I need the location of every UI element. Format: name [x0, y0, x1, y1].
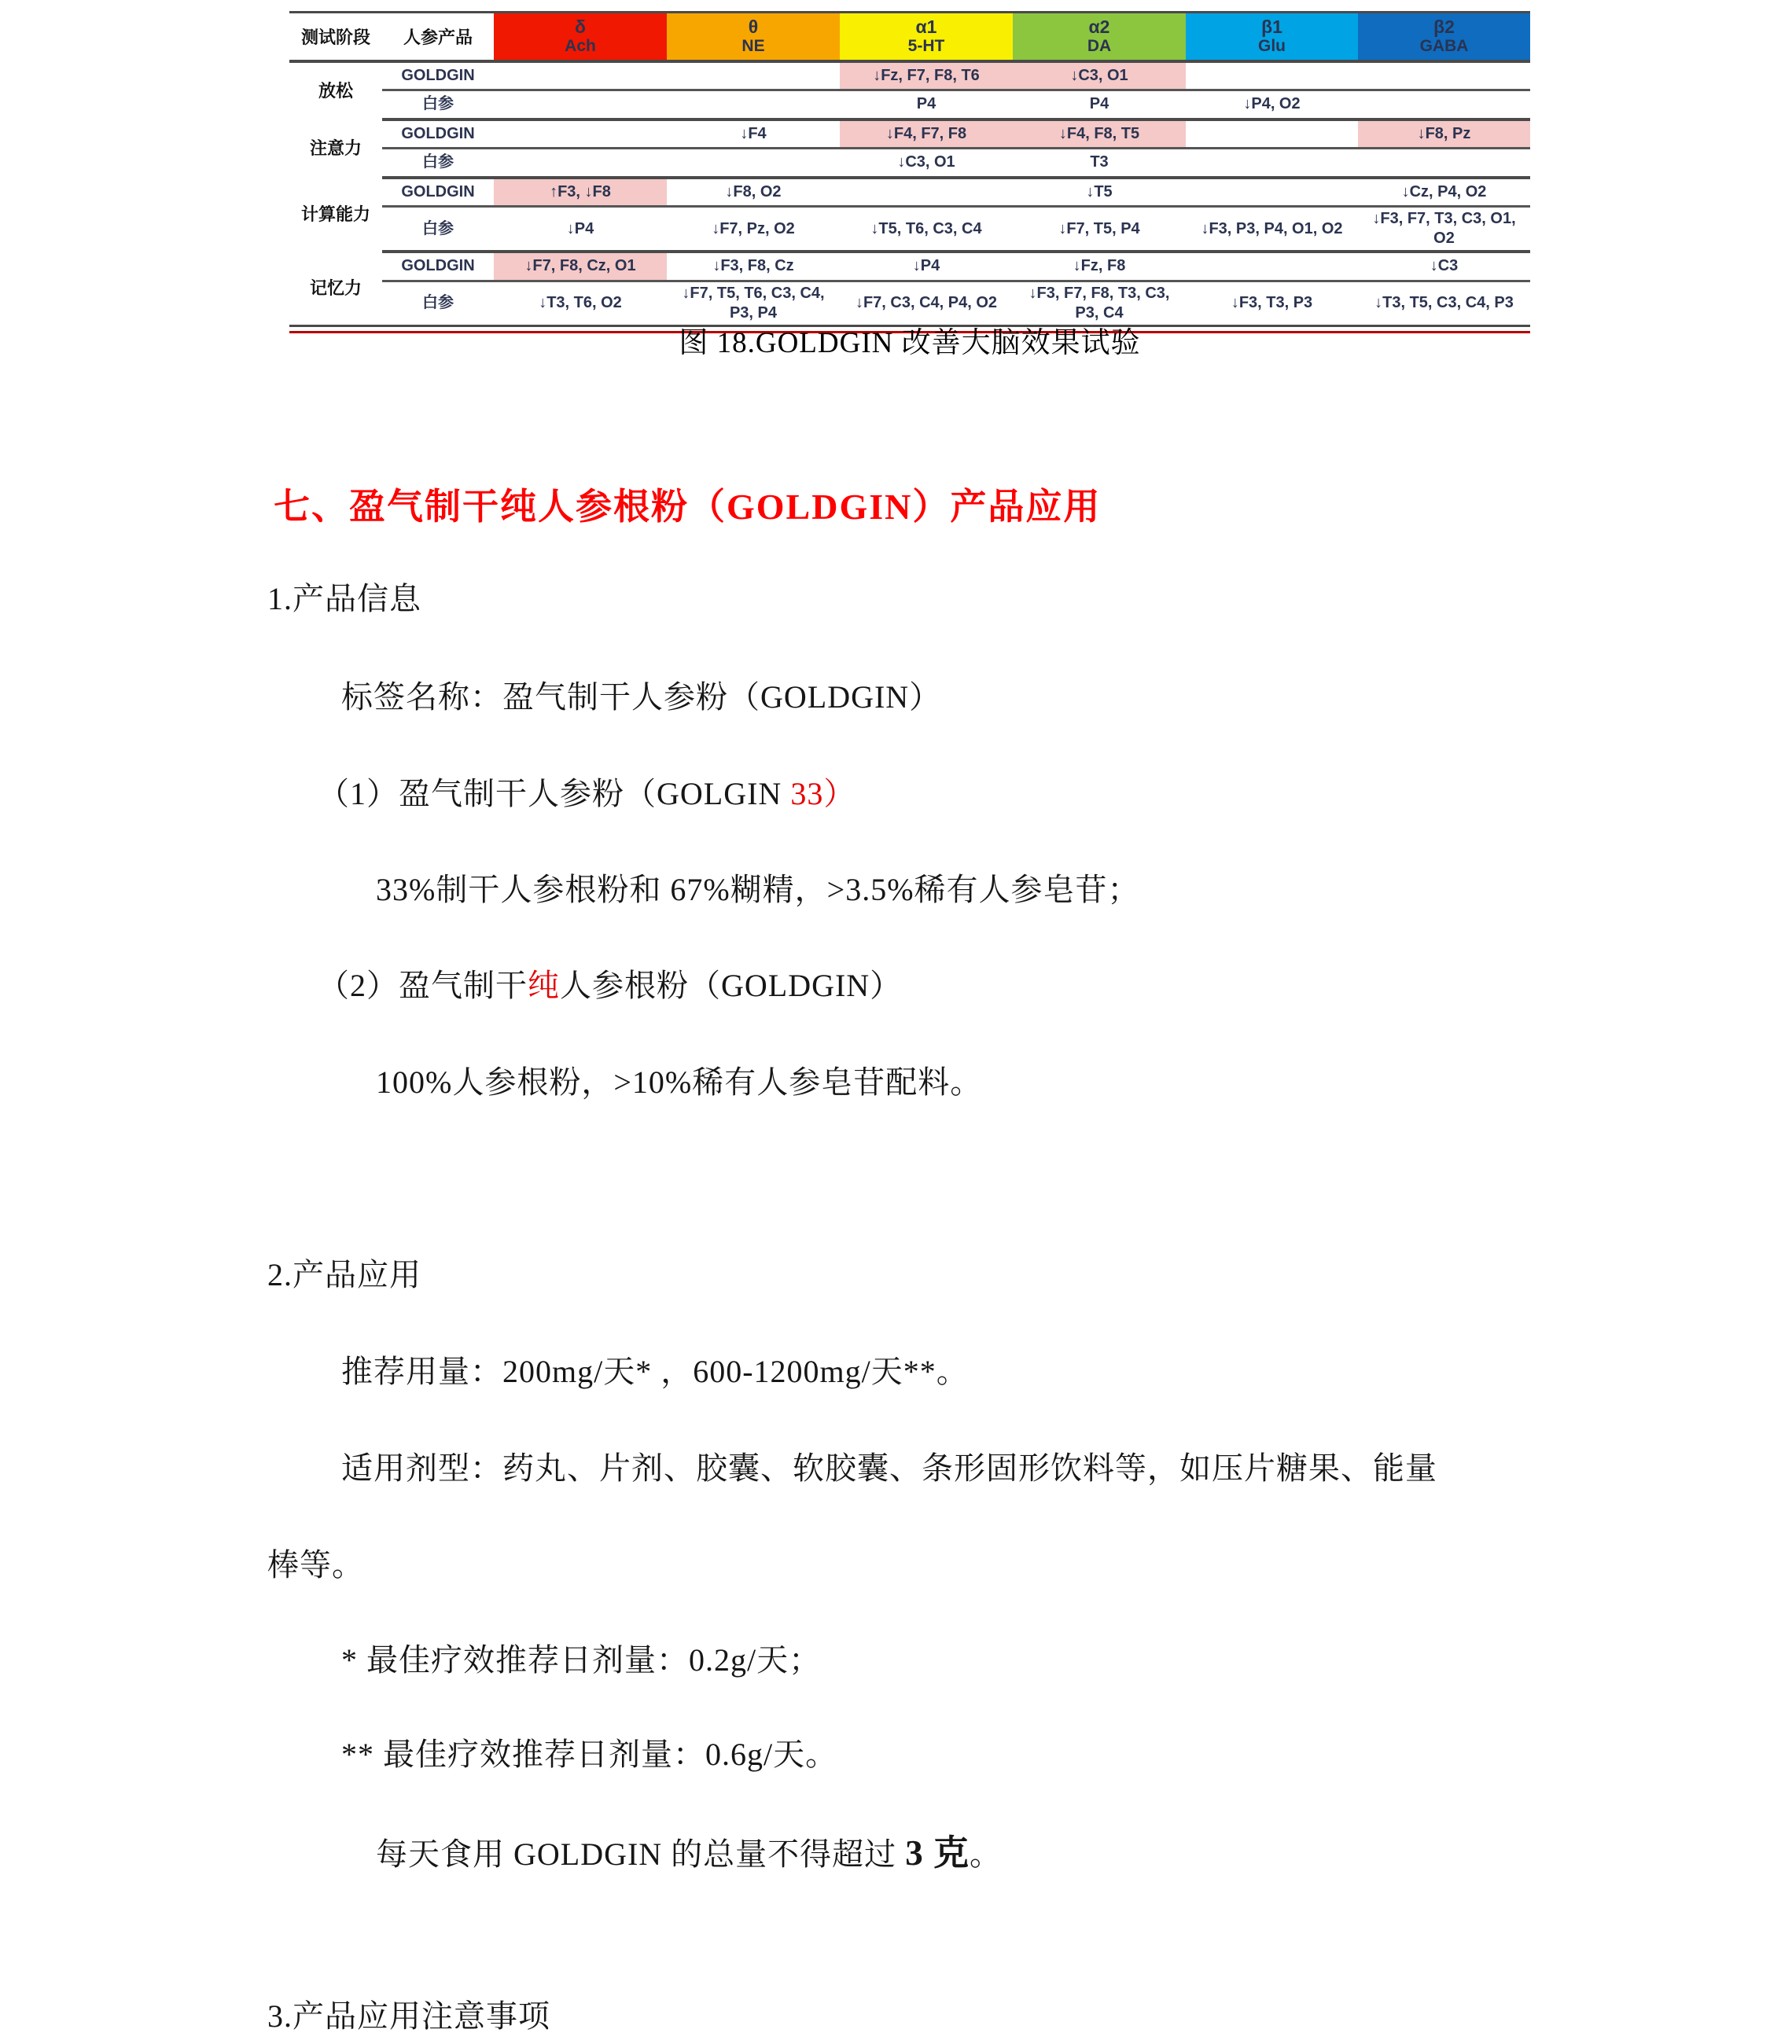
- product-item-1-red-text: 33）: [790, 776, 856, 811]
- data-cell: ↓F8, Pz: [1358, 119, 1530, 149]
- table-row: [289, 207, 1530, 252]
- data-cell: [667, 149, 840, 178]
- data-cell: ↓F3, F7, F8, T3, C3, P3, C4: [1028, 284, 1170, 322]
- transmitter-label: 5-HT: [907, 37, 945, 56]
- table-row: [289, 149, 1530, 178]
- stage-cell: 计算能力: [300, 204, 370, 224]
- band-label: β1: [1261, 16, 1282, 37]
- forms-line-2: 棒等。: [267, 1547, 364, 1583]
- band-label: θ: [748, 16, 759, 37]
- data-cell: ↓F7, T5, P4: [1013, 207, 1186, 252]
- data-cell: [667, 90, 840, 119]
- product-item-2: [318, 961, 902, 1005]
- data-cell: [494, 90, 667, 119]
- data-cell: [1358, 90, 1530, 119]
- data-cell: P4: [1013, 90, 1186, 119]
- data-cell: ↓C3, O1: [1013, 61, 1186, 90]
- data-cell: [1186, 61, 1358, 90]
- product-item-2-text-pre: （2）盈气制干: [318, 968, 528, 1003]
- data-cell: ↓F4, F7, F8: [840, 119, 1013, 149]
- data-cell: [494, 149, 667, 178]
- product-item-1-text: （1）盈气制干人参粉（GOLGIN: [318, 776, 791, 811]
- band-label: δ: [575, 16, 586, 37]
- table-row: [289, 178, 1530, 207]
- table-row: [289, 61, 1530, 90]
- brain-effect-table-wrap: [289, 11, 1530, 333]
- brain-effect-table: [289, 11, 1530, 327]
- subsection-title-product-application: 2.产品应用: [267, 1257, 421, 1292]
- data-cell: [840, 178, 1013, 207]
- data-cell: ↓Fz, F7, F8, T6: [840, 61, 1013, 90]
- product-item-1-desc: 33%制干人参根粉和 67%糊精，>3.5%稀有人参皂苷；: [376, 872, 1140, 907]
- table-row: [289, 119, 1530, 149]
- daily-limit-text-post: 。: [969, 1836, 1002, 1872]
- column-header-beta1-glu: [1186, 13, 1358, 61]
- table-row: [289, 90, 1530, 119]
- data-cell: ↓F7, Pz, O2: [667, 207, 840, 252]
- product-cell: 白参: [422, 294, 454, 311]
- data-cell: ↓F7, T5, T6, C3, C4, P3, P4: [682, 284, 825, 322]
- data-cell: ↓C3: [1358, 252, 1530, 281]
- table-row: [289, 252, 1530, 281]
- column-header-stage: 测试阶段: [289, 13, 382, 61]
- stage-cell: 注意力: [309, 138, 362, 158]
- column-header-theta-ne: [667, 13, 840, 61]
- column-header-alpha2-da: [1013, 13, 1186, 61]
- product-item-1: [318, 769, 856, 814]
- data-cell: [1186, 149, 1358, 178]
- product-item-2-red-text: 纯: [528, 968, 560, 1003]
- data-cell: ↓T5, T6, C3, C4: [840, 207, 1013, 252]
- product-item-2-text-post: 人参根粉（GOLDGIN）: [560, 968, 903, 1003]
- product-item-2-desc: 100%人参根粉，>10%稀有人参皂苷配料。: [376, 1064, 983, 1100]
- figure-caption: 图 18.GOLDGIN 改善大脑效果试验: [679, 327, 1141, 359]
- data-cell: ↓Cz, P4, O2: [1358, 178, 1530, 207]
- data-cell: [1358, 149, 1530, 178]
- transmitter-label: NE: [741, 37, 765, 56]
- data-cell: ↑F3, ↓F8: [494, 178, 667, 207]
- data-cell: [1186, 119, 1358, 149]
- dosage-line: 推荐用量：200mg/天* ，600-1200mg/天**。: [341, 1354, 969, 1389]
- data-cell: P4: [840, 90, 1013, 119]
- data-cell: [1186, 178, 1358, 207]
- data-cell: [1358, 61, 1530, 90]
- data-cell: ↓P4: [494, 207, 667, 252]
- transmitter-label: GABA: [1419, 37, 1469, 56]
- data-cell: ↓P4: [840, 252, 1013, 281]
- forms-line-1: 适用剂型：药丸、片剂、胶囊、软胶囊、条形固形饮料等，如压片糖果、能量: [341, 1450, 1437, 1486]
- column-header-beta2-gaba: [1358, 13, 1530, 61]
- section-heading: 七、盈气制干纯人参根粉（GOLDGIN）产品应用: [274, 487, 1102, 527]
- data-cell: [494, 119, 667, 149]
- column-header-product: 人参产品: [382, 13, 494, 61]
- band-label: β2: [1433, 16, 1455, 37]
- column-header-alpha1-5ht: [840, 13, 1013, 61]
- data-cell: ↓T3, T6, O2: [539, 294, 622, 311]
- data-cell: ↓T3, T5, C3, C4, P3: [1374, 294, 1514, 311]
- transmitter-label: Ach: [565, 37, 596, 56]
- label-name-line: 标签名称：盈气制干人参粉（GOLDGIN）: [341, 679, 942, 715]
- data-cell: ↓Fz, F8: [1013, 252, 1186, 281]
- band-label: α1: [915, 16, 937, 37]
- data-cell: ↓P4, O2: [1186, 90, 1358, 119]
- data-cell: [494, 61, 667, 90]
- subsection-title-product-info: 1.产品信息: [267, 581, 421, 616]
- data-cell: ↓F7, C3, C4, P4, O2: [855, 294, 998, 311]
- daily-limit-text-pre: 每天食用 GOLDGIN 的总量不得超过: [376, 1836, 906, 1872]
- daily-limit-strong-text: 3 克: [905, 1833, 970, 1873]
- data-cell: ↓T5: [1013, 178, 1186, 207]
- stage-cell: 记忆力: [309, 278, 362, 298]
- header-row: [289, 13, 1530, 61]
- column-header-delta-ach: [494, 13, 667, 61]
- data-cell: ↓F4: [667, 119, 840, 149]
- data-cell: ↓F3, P3, P4, O1, O2: [1186, 207, 1358, 252]
- data-cell: ↓F7, F8, Cz, O1: [494, 252, 667, 281]
- product-cell: 白参: [382, 90, 494, 119]
- product-cell: 白参: [382, 207, 494, 252]
- transmitter-label: Glu: [1258, 37, 1286, 56]
- product-cell: GOLDGIN: [382, 178, 494, 207]
- daily-limit-line: [376, 1824, 1002, 1875]
- transmitter-label: DA: [1087, 37, 1112, 56]
- data-cell: ↓F4, F8, T5: [1013, 119, 1186, 149]
- data-cell: ↓F3, T3, P3: [1231, 294, 1313, 311]
- stage-cell: 放松: [318, 80, 353, 101]
- data-cell: ↓C3, O1: [840, 149, 1013, 178]
- data-cell: [1186, 252, 1358, 281]
- data-cell: ↓F3, F7, T3, C3, O1, O2: [1358, 207, 1530, 252]
- product-cell: GOLDGIN: [382, 119, 494, 149]
- product-cell: 白参: [382, 149, 494, 178]
- product-cell: GOLDGIN: [382, 61, 494, 90]
- band-label: α2: [1088, 16, 1110, 37]
- footnote-2: ** 最佳疗效推荐日剂量：0.6g/天。: [341, 1737, 838, 1772]
- data-cell: ↓F8, O2: [667, 178, 840, 207]
- footnote-1: * 最佳疗效推荐日剂量：0.2g/天；: [341, 1642, 822, 1678]
- data-cell: [667, 61, 840, 90]
- data-cell: T3: [1013, 149, 1186, 178]
- data-cell: ↓F3, F8, Cz: [667, 252, 840, 281]
- subsection-title-precautions: 3.产品应用注意事项: [267, 1998, 550, 2034]
- product-cell: GOLDGIN: [382, 252, 494, 281]
